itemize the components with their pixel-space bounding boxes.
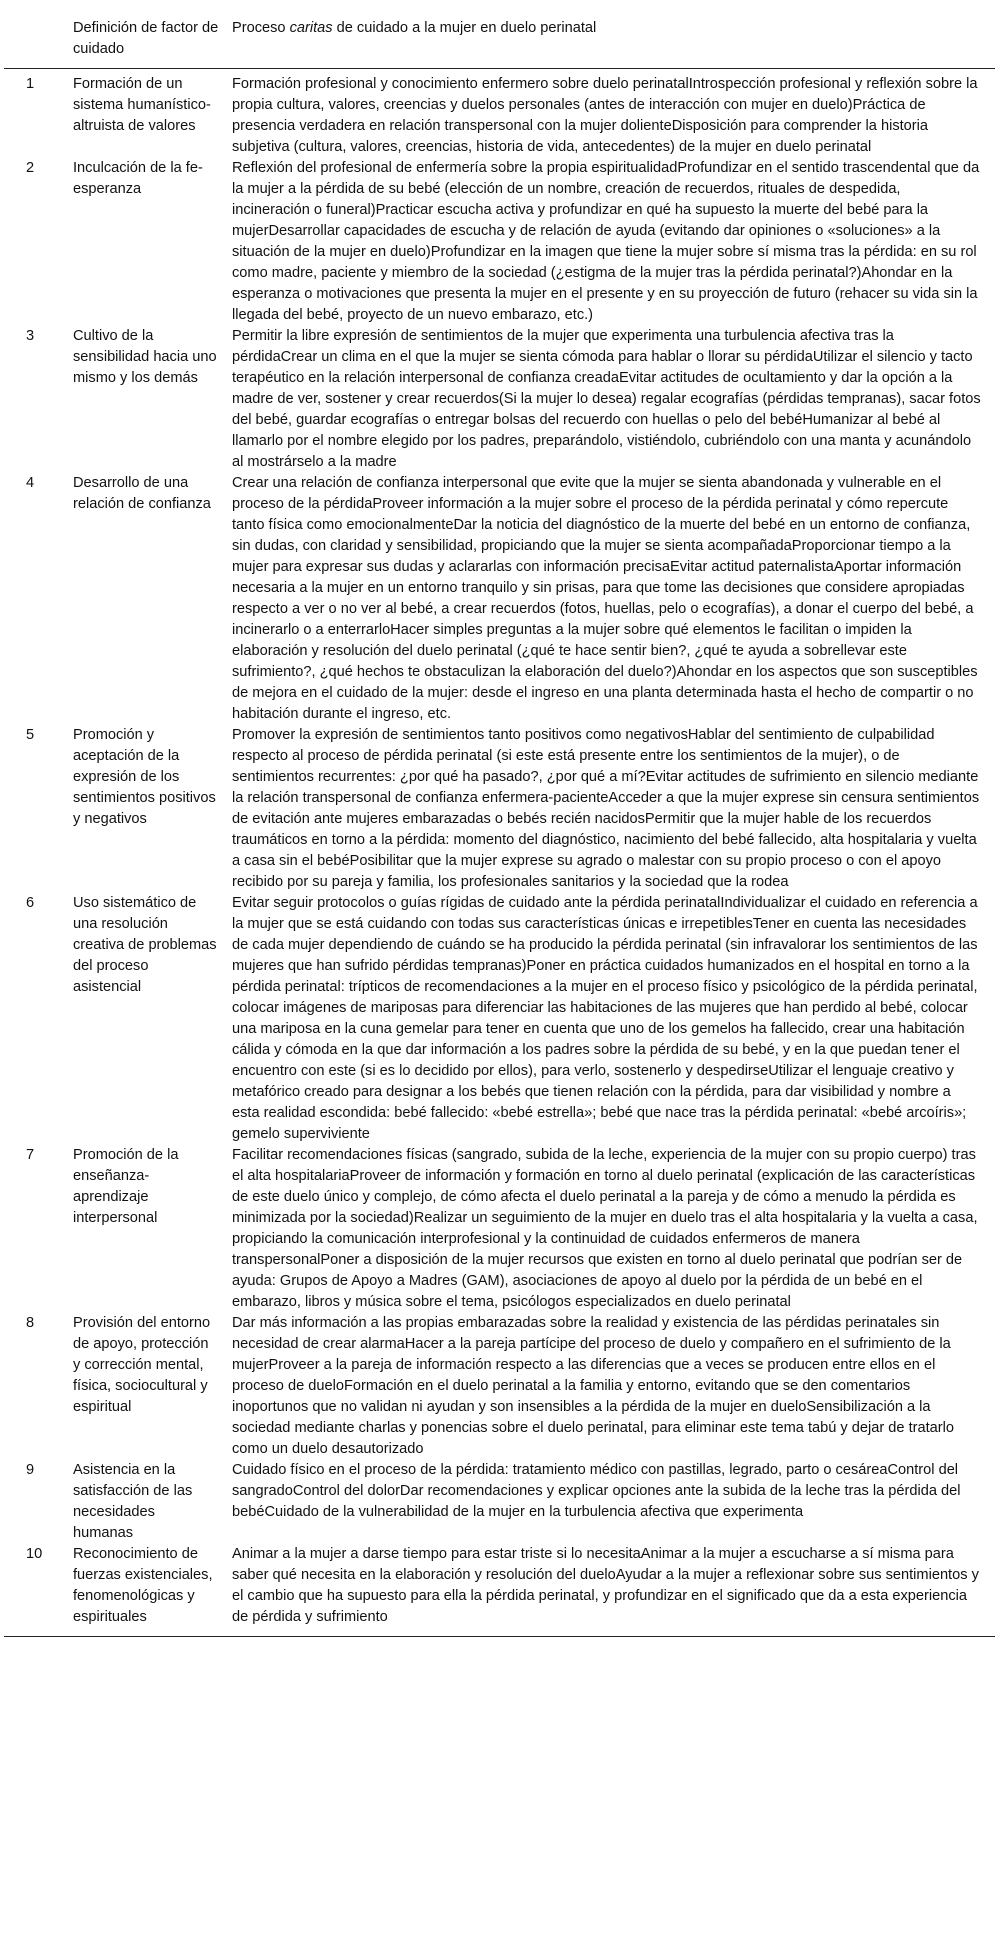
row-factor: Cultivo de la sensibilidad hacia uno mismo y los demás	[73, 328, 217, 386]
row-process: Evitar seguir protocolos o guías rígidas de cuidado ante la pérdida perinatalIndividualizar el cuidado en referencia a la mujer que se está cuidando con todas sus características únicas e irrepetiblesTener en cuenta las necesidades de cada mujer dependiendo de cuándo se ha producido la pérdida perinatal (sin infravalorar los sentimientos de las mujeres que han sufrido pérdidas tempranas)Poner en práctica cuidados humanizados en el hospital en torno a la pérdida perinatal: trípticos de recomendaciones a la mujer en el proceso físico y psicológico de la pérdida perinatal, colocar imágenes de mariposas para diferenciar las habitaciones de las mujeres que han perdido al bebé, colocar una mariposa en la cuna gemelar para tener en cuenta que uno de los gemelos ha fallecido, crear una habitación cálida y cómoda en la que dar información a los padres sobre la pérdida de su bebé, y en la que puedan tener el encuentro con este (si es lo decidido por ellos), para verlo, sostenerlo y despedirseUtilizar el lenguaje creativo y metafórico creado para designar a los bebés que tienen relación con la pérdida, para dar visibilidad y nombre a esta realidad escondida: bebé fallecido: «bebé estrella»; bebé que nace tras la pérdida perinatal: «bebé arcoíris»; gemelo superviviente	[232, 895, 978, 1142]
row-number: 2	[26, 160, 35, 176]
row-factor: Uso sistemático de una resolución creativa de problemas del proceso asistencial	[73, 895, 217, 995]
row-process: Animar a la mujer a darse tiempo para estar triste si lo necesitaAnimar a la mujer a escucharse a sí misma para saber qué necesita en la elaboración y resolución del dueloAyudar a la mujer a reflexionar sobre sus sentimientos y el cambio que ha supuesto para ella la pérdida perinatal, y profundizar en el significado que da a esta experiencia de pérdida y sufrimiento	[232, 1546, 979, 1625]
table-row	[4, 69, 995, 159]
table-row	[4, 725, 995, 893]
row-factor: Asistencia en la satisfacción de las necesidades humanas	[73, 1462, 193, 1541]
row-number: 1	[26, 76, 35, 92]
row-process: Reflexión del profesional de enfermería sobre la propia espiritualidadProfundizar en el sentido trascendental que da la mujer a la pérdida de su bebé (elección de un nombre, creación de recuerdos, rituales de despedida, incineración o funeral)Practicar escucha activa y profundizar en qué ha supuesto la muerte del bebé para la mujerDesarrollar capacidades de escucha y de relación de ayuda (evitando dar opiniones o «soluciones» a la situación de la mujer en duelo)Profundizar en la imagen que tiene la mujer sobre sí misma tras la pérdida: en su rol como madre, paciente y miembro de la sociedad (¿estigma de la mujer tras la pérdida perinatal?)Ahondar en la esperanza o motivaciones que presenta la mujer en el presente y en su proyección de futuro (rehacer su vida sin la llegada del bebé, proyecto de un nuevo embarazo, etc.)	[232, 160, 980, 323]
table-header	[4, 12, 995, 69]
header-process	[232, 12, 995, 69]
row-process: Dar más información a las propias embarazadas sobre la realidad y existencia de las pérdidas perinatales sin necesidad de crear alarmaHacer a la pareja partícipe del proceso de duelo y compañero en el sufrimiento de la mujerProveer a la pareja de información respecto a las diferencias que a veces se producen entre ellos en el proceso de dueloFormación en el duelo perinatal a la familia y entorno, evitando que se den comentarios inoportunos que no validan ni ayudan y son insensibles a la pérdida de la mujer en dueloSensibilización a la sociedad mediante charlas y ponencias sobre el duelo perinatal, para eliminar este tema tabú y dejar de tratarlo como un duelo desautorizado	[232, 1315, 954, 1457]
row-factor: Promoción y aceptación de la expresión de los sentimientos positivos y negativos	[73, 727, 216, 827]
table-row	[4, 1544, 995, 1637]
row-process: Promover la expresión de sentimientos tanto positivos como negativosHablar del sentimiento de culpabilidad respecto al proceso de pérdida perinatal (si este está presente entre los sentimientos de la mujer), o de sentimientos recurrentes: ¿por qué ha pasado?, ¿por qué a mí?Evitar actitudes de sufrimiento en silencio mediante la relación transpersonal de confianza enfermera-pacienteAcceder a que la mujer exprese sin censura sentimientos de evitación ante mujeres embarazadas o bebés recién nacidosPermitir que la mujer hable de los recuerdos traumáticos en torno a la pérdida: momento del diagnóstico, nacimiento del bebé fallecido, alta hospitalaria y vuelta a casa sin el bebéPosibilitar que la mujer exprese su agrado o malestar con su propio proceso o con el apoyo recibido por su pareja y familia, los profesionales sanitarios y la sociedad que la rodea	[232, 727, 980, 890]
row-number: 8	[26, 1315, 35, 1331]
header-factor-definition: Definición de factor de cuidado	[73, 20, 219, 57]
row-number: 3	[26, 328, 35, 344]
row-number: 5	[26, 727, 35, 743]
table-row	[4, 326, 995, 473]
row-process: Facilitar recomendaciones físicas (sangrado, subida de la leche, experiencia de la mujer con su propio cuerpo) tras el alta hospitalariaProveer de información y formación en torno al duelo perinatal (explicación de las características de este duelo único y complejo, de cómo afecta el duelo perinatal a la pareja y de cómo a menudo la pérdida es minimizada por la sociedad)Realizar un seguimiento de la mujer en duelo tras el alta hospitalaria y la vuelta a casa, propiciando la comunicación interprofesional y la continuidad de cuidados enfermeros de manera transpersonalPoner a disposición de la mujer recursos que existen en torno al duelo perinatal que podrían ser de ayuda: Grupos de Apoyo a Madres (GAM), asociaciones de apoyo al duelo por la pérdida de un bebé en el embarazo, libros y música sobre el tema, psicólogos especializados en duelo perinatal	[232, 1147, 978, 1310]
row-factor: Desarrollo de una relación de confianza	[73, 475, 211, 512]
header-process-suffix: de cuidado a la mujer en duelo perinatal	[332, 20, 597, 36]
header-process-italic: caritas	[289, 20, 333, 36]
row-number: 10	[26, 1546, 43, 1562]
row-factor: Inculcación de la fe-esperanza	[73, 160, 203, 197]
table-row	[4, 1460, 995, 1544]
header-row	[4, 12, 995, 69]
row-number: 9	[26, 1462, 35, 1478]
row-factor: Promoción de la enseñanza-aprendizaje interpersonal	[73, 1147, 179, 1226]
row-number: 7	[26, 1147, 35, 1163]
table-body	[4, 69, 995, 1637]
row-factor: Reconocimiento de fuerzas existenciales, fenomenológicas y espirituales	[73, 1546, 213, 1625]
care-factors-table	[4, 12, 995, 1637]
table-footer-rule	[4, 1637, 995, 1638]
table-row	[4, 1313, 995, 1460]
table-row	[4, 893, 995, 1145]
table-row	[4, 1145, 995, 1313]
row-factor: Formación de un sistema humanístico-altruista de valores	[73, 76, 211, 134]
row-process: Permitir la libre expresión de sentimientos de la mujer que experimenta una turbulencia afectiva tras la pérdidaCrear un clima en el que la mujer se sienta cómoda para hablar o llorar su pérdidaUtilizar el silencio y tacto terapéutico en la relación interpersonal de confianza creadaEvitar actitudes de ocultamiento y dar la opción a la madre de ver, sostener y crear recuerdos(Si la mujer lo desea) regalar ecografías (pérdidas tempranas), sacar fotos del bebé, guardar ecografías o entregar bolsas del recuerdo con huellas o pelo del bebéHumanizar al bebé al llamarlo por el nombre elegido por los padres, preparándolo, vistiéndolo, cubriéndolo con una manta y acunándolo al mostrárselo a la madre	[232, 328, 981, 470]
table-row	[4, 473, 995, 725]
row-process: Formación profesional y conocimiento enfermero sobre duelo perinatalIntrospección profesional y reflexión sobre la propia cultura, valores, creencias y duelos personales (antes de interacción con mujer en duelo)Práctica de presencia verdadera en relación transpersonal con la mujer dolienteDisposición para comprender la historia subjetiva (cultura, valores, creencias, historia de vida, antecedentes) de la mujer en duelo perinatal	[232, 76, 978, 155]
table-row	[4, 158, 995, 326]
bottom-rule	[4, 1637, 995, 1638]
footer-rule-row	[4, 1637, 995, 1638]
row-factor: Provisión del entorno de apoyo, protección y corrección mental, física, sociocultural y espiritual	[73, 1315, 211, 1415]
header-number	[4, 12, 73, 69]
row-process: Crear una relación de confianza interpersonal que evite que la mujer se sienta abandonada y vulnerable en el proceso de la pérdidaProveer información a la mujer sobre el proceso de la pérdida perinatal y cómo repercute tanto física como emocionalmenteDar la noticia del diagnóstico de la muerte del bebé en un entorno de confianza, sin dudas, con claridad y sensibilidad, propiciando que la mujer se sienta acompañadaProporcionar tiempo a la mujer para expresar sus dudas y aclararlas con información precisaEvitar actitud paternalistaAportar información necesaria a la mujer en un entorno tranquilo y sin prisas, para que tome las decisiones que considere apropiadas respecto a ver o no ver al bebé, a crear recuerdos (fotos, huellas, pelo o ecografías), a donar el cuerpo del bebé, a incinerarlo o a enterrarloHacer simples preguntas a la mujer sobre qué elementos le facilitan o impiden la elaboración y resolución del duelo perinatal (¿qué te hace sentir bien?, ¿qué te ayuda a sobrellevar este sufrimiento?, ¿qué hechos te obstaculizan la elaboración del duelo?)Ahondar en los aspectos que son susceptibles de mejora en el cuidado de la mujer: desde el ingreso en una planta determinada hasta el hecho de compartir o no habitación durante el ingreso, etc.	[232, 475, 978, 722]
row-process: Cuidado físico en el proceso de la pérdida: tratamiento médico con pastillas, legrado, parto o cesáreaControl del sangradoControl del dolorDar recomendaciones y explicar opciones ante la subida de la leche tras la pérdida del bebéCuidado de la vulnerabilidad de la mujer en la turbulencia afectiva que experimenta	[232, 1462, 961, 1520]
header-process-prefix: Proceso	[232, 20, 290, 36]
row-number: 6	[26, 895, 35, 911]
row-number: 4	[26, 475, 35, 491]
